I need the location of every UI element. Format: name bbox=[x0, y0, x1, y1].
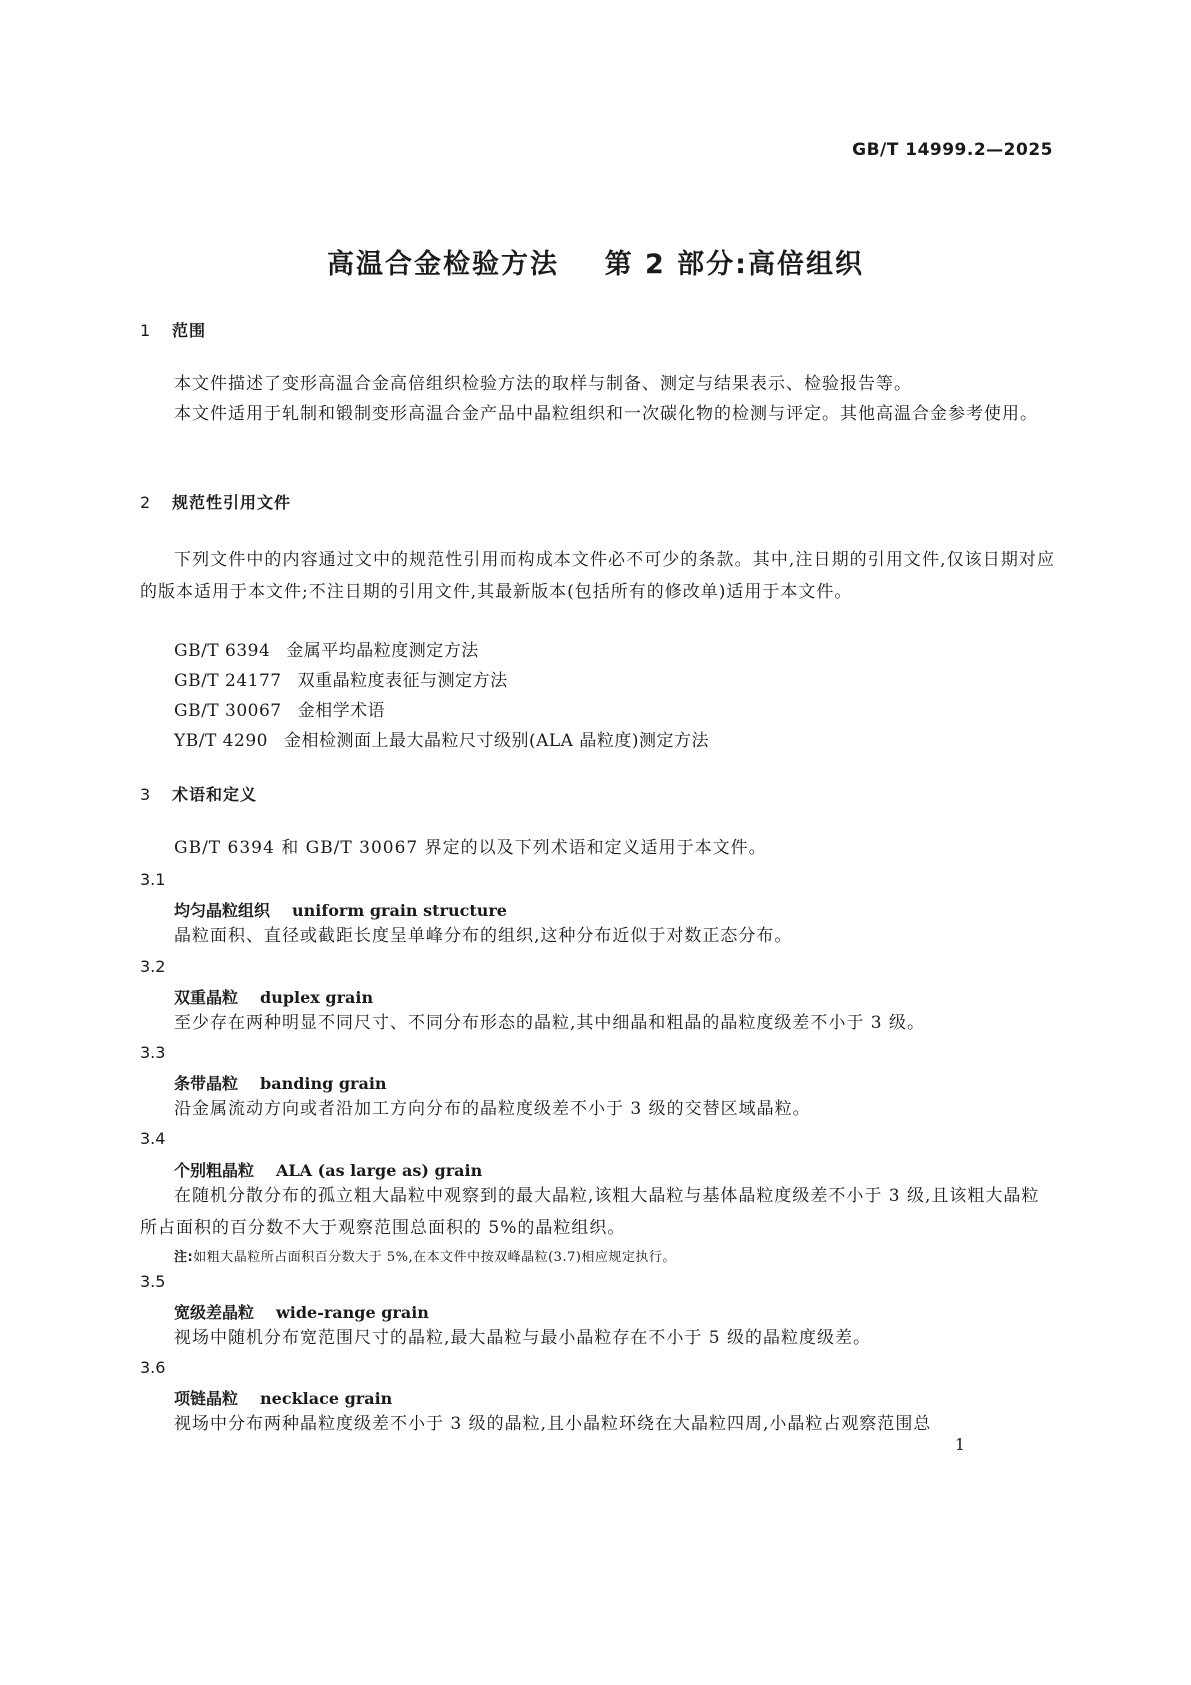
reference-item bbox=[174, 696, 385, 721]
term-zh: 双重晶粒 bbox=[174, 988, 239, 1007]
term-en: necklace grain bbox=[260, 1389, 393, 1408]
term-definition: 至少存在两种明显不同尺寸、不同分布形态的晶粒,其中细晶和粗晶的晶粒度级差不小于 3 级。 bbox=[174, 1013, 926, 1033]
term-number: 3.3 bbox=[140, 1043, 166, 1062]
section-heading-scope bbox=[140, 318, 206, 341]
page-number: 1 bbox=[954, 1435, 965, 1454]
reference-title: 金相检测面上最大晶粒尺寸级别(ALA 晶粒度)测定方法 bbox=[283, 731, 709, 751]
term-zh: 个别粗晶粒 bbox=[174, 1161, 255, 1180]
reference-code: GB/T 30067 bbox=[174, 701, 282, 721]
term-en: ALA (as large as) grain bbox=[276, 1161, 483, 1180]
term-heading bbox=[174, 1071, 387, 1094]
term-zh: 宽级差晶粒 bbox=[174, 1303, 255, 1322]
term-definition: 沿金属流动方向或者沿加工方向分布的晶粒度级差不小于 3 级的交替区域晶粒。 bbox=[174, 1099, 811, 1119]
note-label: 注: bbox=[174, 1250, 194, 1265]
paragraph: 本文件适用于轧制和锻制变形高温合金产品中晶粒组织和一次碳化物的检测与评定。其他高温合金参考使用。 bbox=[174, 404, 1038, 424]
term-en: uniform grain structure bbox=[292, 901, 507, 920]
section-number: 1 bbox=[140, 321, 152, 340]
term-definition: 视场中随机分布宽范围尺寸的晶粒,最大晶粒与最小晶粒存在不小于 5 级的晶粒度级差。 bbox=[174, 1328, 872, 1348]
reference-title: 金属平均晶粒度测定方法 bbox=[286, 641, 479, 661]
term-number: 3.1 bbox=[140, 870, 166, 889]
section-heading-normative-references bbox=[140, 490, 291, 513]
term-number: 3.5 bbox=[140, 1272, 166, 1291]
term-note bbox=[174, 1246, 676, 1265]
section-number: 3 bbox=[140, 785, 152, 804]
reference-code: GB/T 6394 bbox=[174, 641, 271, 661]
section-number: 2 bbox=[140, 493, 152, 512]
term-zh: 项链晶粒 bbox=[174, 1389, 239, 1408]
term-zh: 条带晶粒 bbox=[174, 1074, 239, 1093]
section-heading-terms-definitions bbox=[140, 782, 257, 805]
reference-item bbox=[174, 636, 479, 661]
term-zh: 均匀晶粒组织 bbox=[174, 901, 271, 920]
term-heading bbox=[174, 985, 373, 1008]
section-title: 范围 bbox=[172, 321, 207, 340]
paragraph: 下列文件中的内容通过文中的规范性引用而构成本文件必不可少的条款。其中,注日期的引用文件,仅该日期对应的版本适用于本文件;不注日期的引用文件,其最新版本(包括所有的修改单)适用于本文件。 bbox=[140, 550, 1055, 602]
term-definition: 在随机分散分布的孤立粗大晶粒中观察到的最大晶粒,该粗大晶粒与基体晶粒度级差不小于 3 级,且该粗大晶粒所占面积的百分数不大于观察范围总面积的 5%的晶粒组织。 bbox=[140, 1186, 1040, 1238]
standard-code: GB/T 14999.2—2025 bbox=[852, 140, 1053, 160]
term-en: banding grain bbox=[260, 1074, 387, 1093]
term-heading bbox=[174, 1386, 392, 1409]
note-text: 如粗大晶粒所占面积百分数大于 5%,在本文件中按双峰晶粒(3.7)相应规定执行。 bbox=[193, 1250, 676, 1265]
term-definition: 视场中分布两种晶粒度级差不小于 3 级的晶粒,且小晶粒环绕在大晶粒四周,小晶粒占观察范围总 bbox=[174, 1414, 932, 1434]
document-title: 高温合金检验方法 第 2 部分:高倍组织 bbox=[327, 249, 864, 280]
term-number: 3.4 bbox=[140, 1129, 166, 1148]
term-heading bbox=[174, 1158, 482, 1181]
reference-title: 金相学术语 bbox=[297, 701, 386, 721]
reference-code: GB/T 24177 bbox=[174, 671, 282, 691]
term-number: 3.2 bbox=[140, 957, 166, 976]
section-title: 规范性引用文件 bbox=[172, 493, 292, 512]
term-en: wide-range grain bbox=[276, 1303, 429, 1322]
term-number: 3.6 bbox=[140, 1358, 166, 1377]
reference-title: 双重晶粒度表征与测定方法 bbox=[297, 671, 508, 691]
reference-item bbox=[174, 726, 709, 751]
term-heading bbox=[174, 1300, 429, 1323]
term-heading bbox=[174, 898, 507, 921]
term-en: duplex grain bbox=[260, 988, 374, 1007]
section-title: 术语和定义 bbox=[172, 785, 258, 804]
paragraph: GB/T 6394 和 GB/T 30067 界定的以及下列术语和定义适用于本文件。 bbox=[174, 838, 767, 858]
paragraph: 本文件描述了变形高温合金高倍组织检验方法的取样与制备、测定与结果表示、检验报告等。 bbox=[174, 374, 912, 394]
term-definition: 晶粒面积、直径或截距长度呈单峰分布的组织,这种分布近似于对数正态分布。 bbox=[174, 926, 793, 946]
reference-item bbox=[174, 666, 508, 691]
reference-code: YB/T 4290 bbox=[174, 731, 268, 751]
